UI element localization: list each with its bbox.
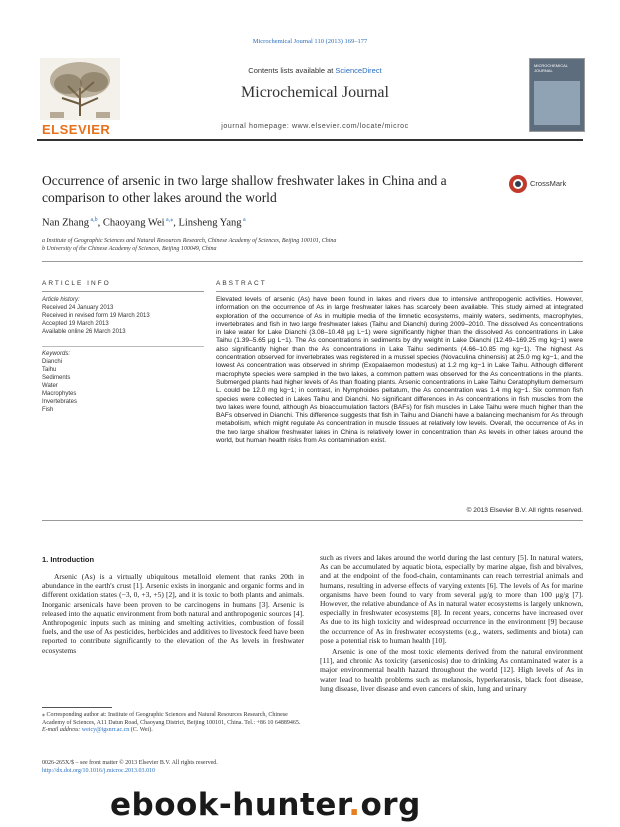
abstract-heading: ABSTRACT [216, 280, 267, 287]
cover-title: MICROCHEMICAL JOURNAL [534, 63, 568, 73]
article-title: Occurrence of arsenic in two large shallow freshwater lakes in China and a comparison to other lakes around the world [42, 173, 447, 205]
section-divider [42, 261, 583, 262]
watermark-left: ebook-hunter [110, 787, 349, 823]
watermark-dot: . [348, 787, 361, 823]
abstract-text: Elevated levels of arsenic (As) have been found in lakes and rivers due to intensive anthropogenic activities. However, information on the occurrence of As in large freshwater lakes has scarcely been available. This study aimed at integrated exploration of the occurrence of As in multiple media of the limnetic ecosystems, mainly waters, sediments, macrophytes, invertebrates and fish in two large freshwater lakes (Taihu and Dianchi) during 2009–2010. The dissolved As concentrations in lake water for Lake Dianchi (3.08–10.48 μg L−1) were significantly higher than the dissolved As concentrations in Lake Taihu (1.39–5.65 μg L−1). The As concentrations in sediments by dry weight in Lake Dianchi (12.49–169.25 mg kg−1) were also significantly higher than the As concentrations in Lake Taihu sediments (4.66–10.85 mg kg−1). The highest As concentration observed for invertebrates was registered in a mussel species (Novaculina chinensis) at 25.0 mg kg−1, and the lowest As concentration was observed in shrimp (Exopalaemon modestus) at 1.2 mg kg−1 in Lake Taihu. Although different macrophyte species were sampled in the two lakes, a common pattern was observed for the As concentrations in the plants. Submerged plants had higher levels of As than floating plants. Arsenic concentrations in Lake Taihu Ceratophyllum demersum L. could be 12.0 mg kg−1; in contrast, in Nymphoides peltatum, the As concentration was 1.4 mg kg−1. Six common fish species were collected in Lakes Taihu and Dianchi. No significant differences in As concentrations in fish muscles from the two lakes were found, although As bioaccumulation factors (BAFs) for fish muscles in Lake Taihu were much higher than the BAFs observed in Dianchi. This difference suggests that fish in Taihu and Dianchi have a balancing mechanism for As through metabolism, which might regulate As concentration in muscle tissues at relatively low levels. Overall, the occurrence of As in the two large shallow freshwater lakes in China is relatively lower in concentration than As levels in other lakes around the world, but human health risks from As contamination exist. [216, 296, 583, 445]
keywords-rule [42, 346, 204, 347]
watermark-right: org [360, 787, 421, 823]
body-column-left: Arsenic (As) is a virtually ubiquitous metalloid element that ranks 20th in abundance in the earth's crust [1]. Arsenic exists in inorganic and organic forms and in different oxidation states (−3, 0, +3, +5) [2], and it is toxic to both plants and animals. Inorganic arsenicals have been proven to be carcinogens in humans [3]. Arsenic is released into the aquatic environment from both natural and anthropogenic sources [4]. Anthropogenic inputs such as mining and smelting activities, combustion of fossil fuels, and the use of As pesticides, herbicides and additives to livestock feed have been reported to contribute significantly to the elevation of the As levels in freshwater ecosystems [42, 572, 304, 655]
footnote-rule [42, 707, 112, 708]
journal-title: Microchemical Journal [241, 84, 389, 101]
contents-prefix: Contents lists available at [248, 66, 336, 75]
journal-homepage[interactable]: journal homepage: www.elsevier.com/locate/microc [221, 123, 409, 130]
contents-line [150, 66, 480, 75]
sciencedirect-link[interactable]: ScienceDirect [335, 66, 382, 75]
email-label: E-mail address: [42, 727, 82, 733]
footnote-text: ⁎ Corresponding author at: Institute of Geographic Sciences and Natural Resources Research, Chinese Academy of Sciences, A11 Datun Road, Chaoyang District, Beijing 100101, China. Tel.: +86 10 64889465. [42, 712, 301, 726]
cover-image [534, 81, 580, 125]
crossmark-icon [508, 174, 528, 194]
watermark [110, 787, 421, 823]
header-divider [37, 139, 583, 141]
keyword: Macrophytes [42, 391, 77, 397]
paragraph: Arsenic is one of the most toxic elements derived from the natural environment [11], and chronic As toxicity (arsenicosis) due to drinking As contaminated water is a major environmental health hazard throughout the world [12]. High levels of As in water lead to health problems such as melanosis, hyperkeratosis, black foot disease, lung disease, liver disease and even cancers of skin, lung and urinary [320, 647, 583, 693]
abstract-rule [216, 291, 583, 292]
keywords-label: Keywords: [42, 351, 71, 357]
article-info-rule [42, 291, 204, 292]
history-item: Received 24 January 2013 [42, 305, 114, 311]
doi-link[interactable]: http://dx.doi.org/10.1016/j.microc.2013.03.010 [42, 767, 156, 774]
journal-reference[interactable]: Microchemical Journal 110 (2013) 169–177 [252, 38, 368, 45]
article-history [42, 296, 204, 336]
body-column-right [320, 553, 583, 695]
email-suffix: (C. Wei). [129, 727, 153, 733]
keyword: Water [42, 383, 58, 389]
journal-cover-thumbnail [529, 58, 585, 132]
keyword: Invertebrates [42, 399, 78, 405]
issn-doi-block [42, 760, 372, 775]
issn-line: 0026-265X/$ – see front matter © 2013 Elsevier B.V. All rights reserved. [42, 760, 218, 766]
author-name[interactable]: Nan Zhang [42, 217, 89, 229]
crossmark-badge[interactable] [508, 174, 580, 194]
keyword: Dianchi [42, 359, 63, 365]
keywords-list [42, 350, 204, 414]
corresponding-author-footnote [42, 712, 304, 735]
history-item: Received in revised form 19 March 2013 [42, 313, 150, 319]
author-affil-sup[interactable]: a,b [88, 217, 98, 223]
affiliation: b University of the Chinese Academy of Sciences, Beijing 100049, China [42, 246, 217, 252]
author-list: Nan Zhang $^{a,b}$, Chaoyang Wei $^{a,⁎}$, Linsheng Yang $^a$ [42, 217, 246, 229]
copyright-notice: © 2013 Elsevier B.V. All rights reserved. [466, 507, 583, 514]
crossmark-label: CrossMark [530, 179, 567, 188]
author-affil-sup[interactable]: a [241, 217, 246, 223]
paragraph: such as rivers and lakes around the world during the last century [5]. In natural waters, As can be accumulated by aquatic biota, especially by marine algae, fish and bivalves, and at the endpoint of the food-chain, contaminants can reach terrestrial animals and humans, resulting in adverse effects of varying extents [6]. The levels of As for marine organisms have been found to vary from several μg/g to more than 100 μg/g [7]. However, the relative abundance of As in natural water ecosystems is largely unknown, especially in freshwater ecosystems [8]. In recent years, concerns have increased over As due to its high toxicity and widespread occurrence in the environment [9] because the occurrence of As in freshwater ecosystems (e.g., waters, sediments and biota) can pose a potential risk to human health [10]. [320, 553, 583, 645]
author-affil-sup[interactable]: a,⁎ [164, 217, 174, 223]
elsevier-wordmark: ELSEVIER [42, 122, 111, 137]
affiliation: a Institute of Geographic Sciences and Natural Resources Research, Chinese Academy of Sciences, Beijing 100101, China [42, 238, 337, 244]
keyword: Sediments [42, 375, 71, 381]
history-item: Available online 26 March 2013 [42, 329, 126, 335]
author-name[interactable]: Linsheng Yang [178, 217, 242, 229]
abstract-end-rule [42, 520, 583, 521]
keyword: Fish [42, 407, 54, 413]
keyword: Taihu [42, 367, 57, 373]
email-link[interactable]: weicy@igsnrr.ac.cn [81, 727, 130, 733]
history-label: Article history: [42, 297, 80, 303]
author-name[interactable]: Chaoyang Wei [102, 217, 165, 229]
history-item: Accepted 19 March 2013 [42, 321, 109, 327]
introduction-heading: 1. Introduction [42, 555, 95, 564]
article-info-heading: ARTICLE INFO [42, 280, 111, 287]
